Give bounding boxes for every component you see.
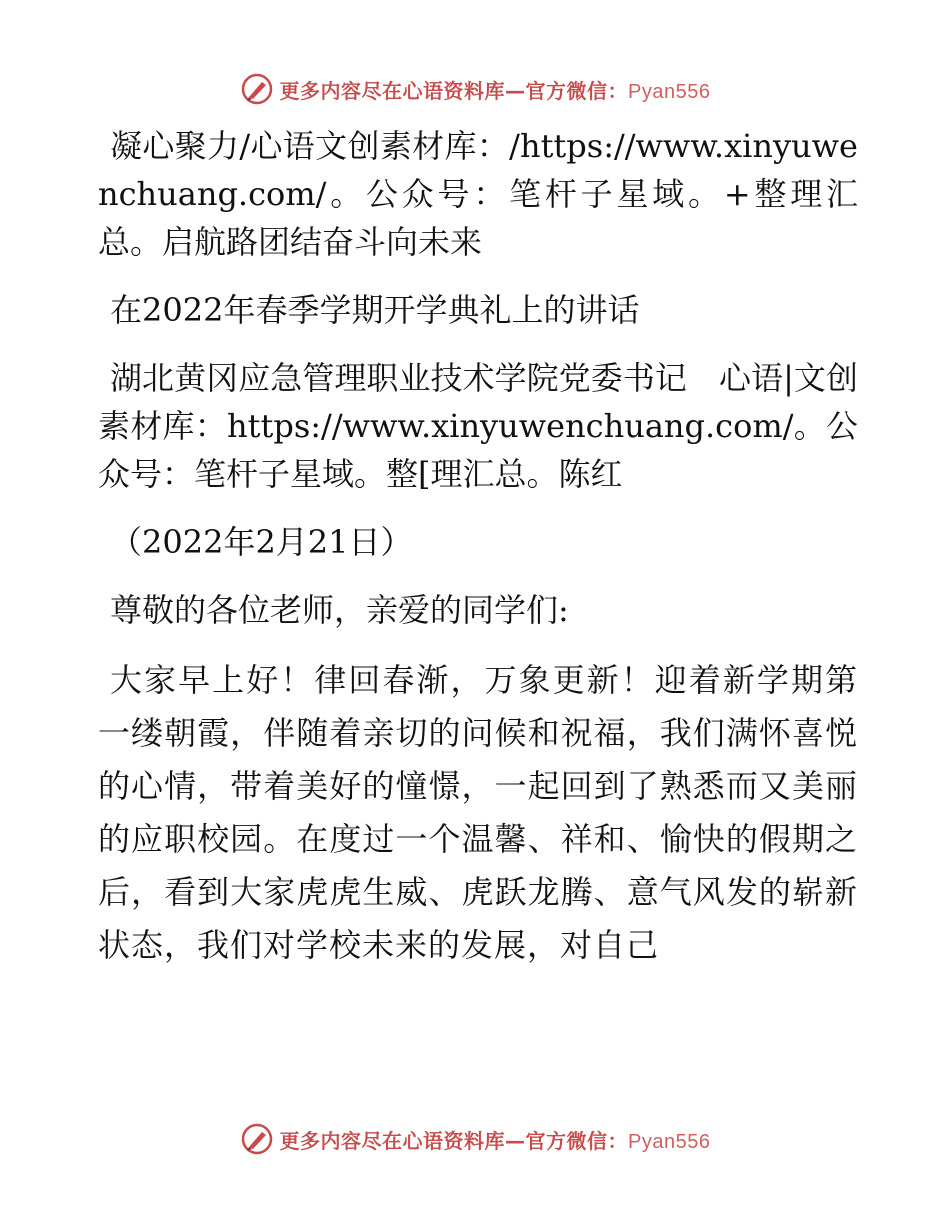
footer-banner-text (280, 1125, 711, 1154)
paragraph-salutation: 尊敬的各位老师，亲爱的同学们: (110, 591, 569, 629)
header-banner-wechat-id: Pyan556 (628, 80, 711, 103)
paragraph-source-note: 凝心聚力/心语文创素材库：/https://www.xinyuwenchuang.com/。公众号：笔杆子星域。+整理汇总。启航路团结奋斗向未来 (98, 127, 858, 261)
header-banner-label: 更多内容尽在心语资料库—官方微信： (279, 78, 629, 103)
pen-logo-icon (240, 72, 274, 106)
footer-banner (0, 1122, 950, 1156)
paragraph-title: 在2022年春季学期开学典礼上的讲话 (110, 291, 640, 329)
footer-banner-wechat-id: Pyan556 (628, 1130, 711, 1153)
paragraph-date: （2022年2月21日） (110, 523, 413, 561)
document-body (98, 122, 858, 992)
footer-banner-label: 更多内容尽在心语资料库—官方微信： (279, 1128, 629, 1153)
pen-logo-icon (240, 1122, 274, 1156)
header-banner-text (280, 75, 711, 104)
header-banner (0, 72, 950, 106)
paragraph-body: 大家早上好！律回春渐，万象更新！迎着新学期第一缕朝霞，伴随着亲切的问候和祝福，我们满怀喜悦的心情，带着美好的憧憬，一起回到了熟悉而又美丽的应职校园。在度过一个温馨、祥和、愉快的假期之后，看到大家虎虎生威、虎跃龙腾、意气风发的崭新状态，我们对学校未来的发展，对自己 (98, 661, 858, 964)
paragraph-author: 湖北黄冈应急管理职业技术学院党委书记 心语|文创素材库：https://www.xinyuwenchuang.com/。公众号：笔杆子星域。整[理汇总。陈红 (98, 359, 858, 493)
